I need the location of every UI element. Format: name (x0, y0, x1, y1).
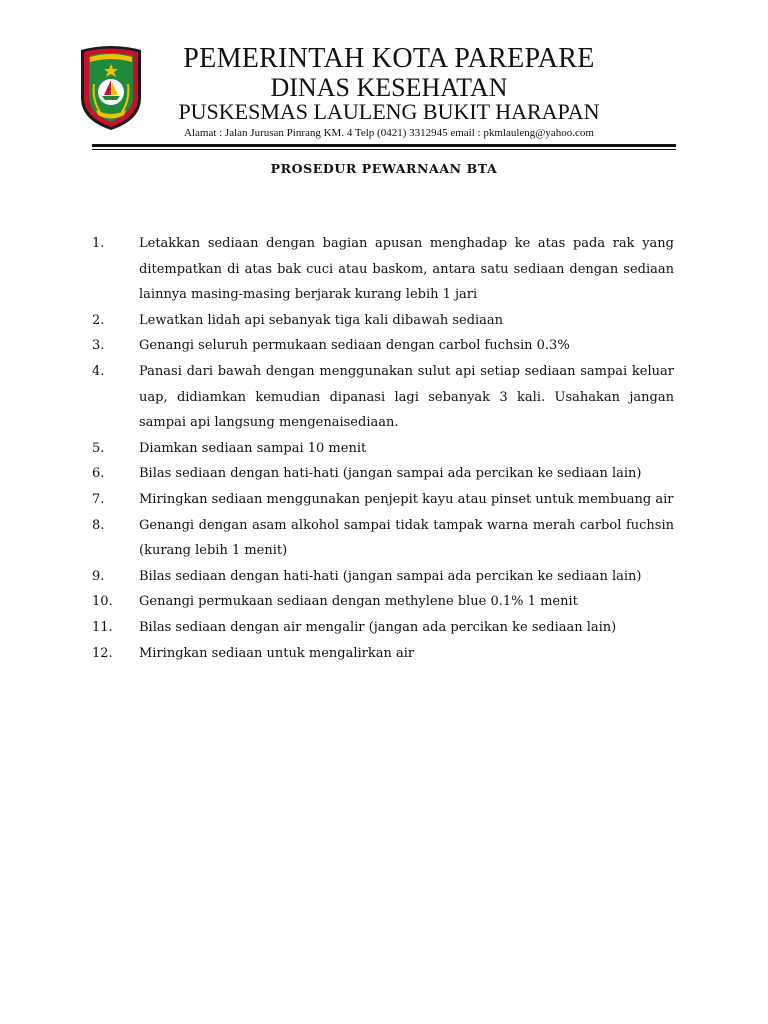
letterhead-divider-thin (92, 149, 676, 150)
step-number: 11. (92, 619, 113, 635)
letterhead-department: DINAS KESEHATAN (270, 73, 508, 102)
step-text: Bilas sediaan dengan hati-hati (jangan sampai ada percikan ke sediaan lain) (139, 568, 642, 584)
step-text: Miringkan sediaan untuk mengalirkan air (139, 645, 415, 661)
list-item (92, 461, 674, 487)
step-number: 3. (92, 338, 105, 354)
letterhead-government: PEMERINTAH KOTA PAREPARE (183, 43, 595, 74)
list-item (92, 589, 674, 615)
step-number: 6. (92, 466, 105, 482)
step-text: Lewatkan lidah api sebanyak tiga kali dibawah sediaan (139, 312, 504, 328)
letterhead-address: Alamat : Jalan Jurusan Pinrang KM. 4 Telp (0421) 3312945 email : pkmlauleng@yahoo.com (184, 127, 594, 139)
step-number: 10. (92, 594, 113, 610)
step-text: Letakkan sediaan dengan bagian apusan menghadap ke atas pada rak yang ditempatkan di atas bak cuci atau baskom, antara satu sediaan dengan sediaan lainnya masing-masing berjarak kurang lebih 1 jari (139, 236, 674, 303)
step-text: Bilas sediaan dengan hati-hati (jangan sampai ada percikan ke sediaan lain) (139, 466, 642, 482)
step-text: Panasi dari bawah dengan menggunakan sulut api setiap sediaan sampai keluar uap, didiamkan kemudian dipanasi lagi sebanyak 3 kali. Usahakan jangan sampai api langsung mengenaisediaan. (139, 363, 674, 431)
step-number: 7. (92, 491, 105, 507)
list-item (92, 564, 674, 590)
letterhead-health-center: PUSKESMAS LAULENG BUKIT HARAPAN (178, 99, 600, 124)
step-text: Genangi seluruh permukaan sediaan dengan carbol fuchsin 0.3% (139, 338, 570, 354)
step-text: Diamkan sediaan sampai 10 menit (139, 440, 367, 456)
step-number: 8. (92, 517, 105, 533)
list-item (92, 513, 674, 564)
list-item (92, 641, 674, 667)
list-item (92, 308, 674, 334)
list-item (92, 359, 674, 436)
step-number: 5. (92, 440, 105, 456)
step-text: Genangi dengan asam alkohol sampai tidak tampak warna merah carbol fuchsin (kurang lebih 1 menit) (139, 517, 674, 559)
step-text: Genangi permukaan sediaan dengan methylene blue 0.1% 1 menit (139, 594, 578, 610)
step-number: 2. (92, 312, 105, 328)
step-number: 1. (92, 236, 105, 251)
city-emblem-icon (78, 40, 144, 132)
step-text: Bilas sediaan dengan air mengalir (jangan ada percikan ke sediaan lain) (139, 619, 617, 635)
list-item (92, 487, 674, 513)
step-number: 4. (92, 363, 105, 379)
list-item (92, 615, 674, 641)
document-title: PROSEDUR PEWARNAAN BTA (270, 161, 498, 176)
list-item (92, 436, 674, 462)
step-text: Miringkan sediaan menggunakan penjepit kayu atau pinset untuk membuang air (139, 491, 674, 507)
list-item (92, 231, 674, 308)
list-item (92, 333, 674, 359)
procedure-steps-list (92, 231, 674, 666)
step-number: 12. (92, 645, 113, 661)
letterhead-divider-thick (92, 144, 676, 147)
step-number: 9. (92, 568, 105, 584)
